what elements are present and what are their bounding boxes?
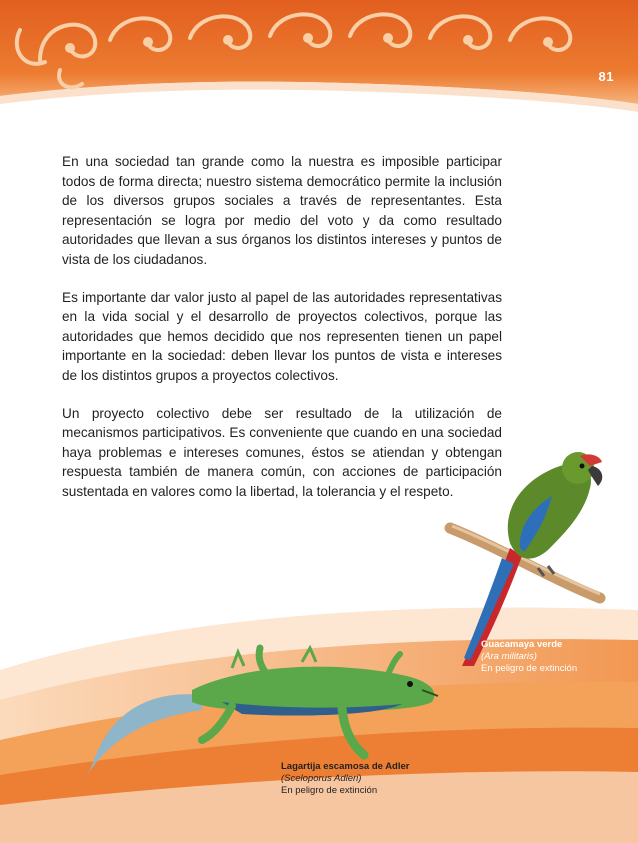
parrot-status: En peligro de extinción xyxy=(481,663,578,674)
parrot-scientific-name: (Ara militaris) xyxy=(481,651,537,662)
lizard-common-name: Lagartija escamosa de Adler xyxy=(281,761,410,772)
page-number: 81 xyxy=(598,69,614,84)
lizard-scientific-name: (Sceloporus Adleri) xyxy=(281,773,362,784)
header-band xyxy=(0,0,638,112)
parrot-caption xyxy=(481,639,577,675)
paragraph-2: Es importante dar valor justo al papel de las autoridades representativas en la vida social y el desarrollo de proyectos colectivos, porque las autoridades que hemos decidido que nos representen tienen un papel importante en la sociedad: deben llevar los puntos de vista e intereses de los distintos grupos a proyectos colectivos. xyxy=(62,289,502,383)
parrot-illustration xyxy=(440,448,610,668)
paragraph-1: En una sociedad tan grande como la nuestra es imposible participar todos de forma directa; nuestro sistema democrático permite la inclusión de los diversos grupos sociales a través de representantes. Esta representación se logra por medio del voto y da como resultado autoridades que llevan a sus órganos los distintos intereses y puntos de vista de los ciudadanos. xyxy=(62,154,502,267)
lizard-caption xyxy=(281,761,409,797)
lizard-illustration xyxy=(82,640,442,780)
paragraph-3: Un proyecto colectivo debe ser resultado de la utilización de mecanismos participativos. Es conveniente que cuando en una sociedad haya problemas e intereses comunes, éstos se atiendan y obtengan respuesta también de manera común, con acciones de participación sustentada en valores como la libertad, la tolerancia y el respeto. xyxy=(62,405,502,499)
parrot-common-name: Guacamaya verde xyxy=(481,639,563,650)
lizard-status: En peligro de extinción xyxy=(281,785,378,796)
body-text xyxy=(62,152,502,520)
